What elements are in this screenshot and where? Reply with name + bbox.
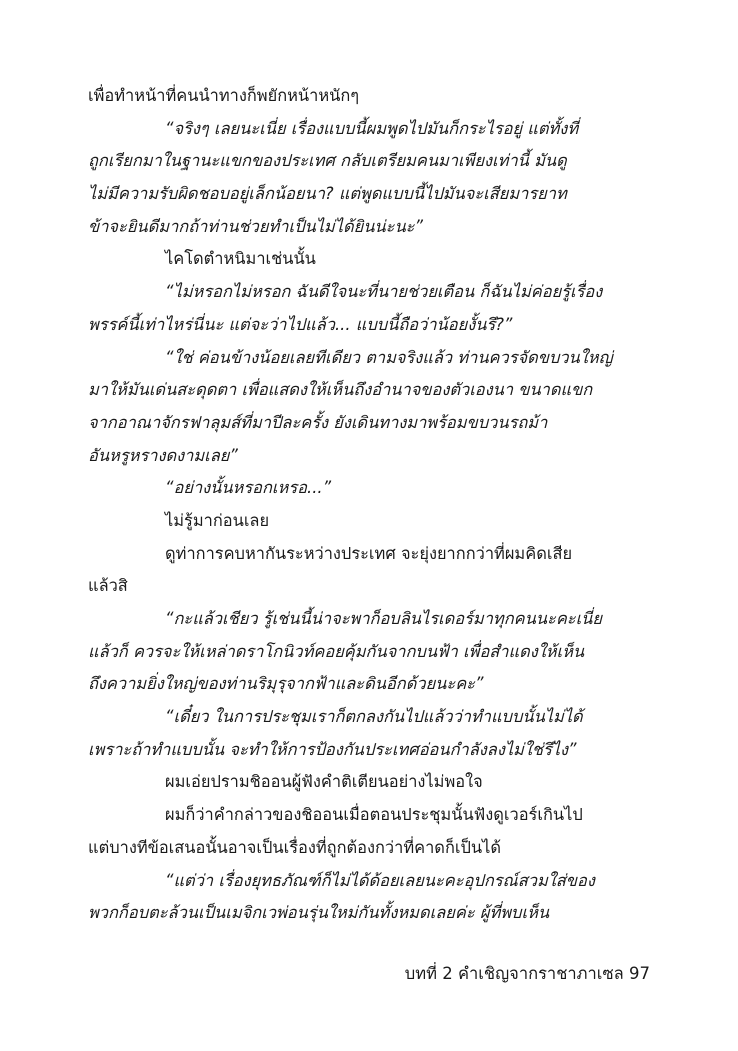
text-line: “ไม่หรอกไม่หรอก ฉันดีใจนะที่นายช่วยเตือน ก็ฉันไม่ค่อยรู้เรื่อง xyxy=(165,282,603,302)
text-line: มาให้มันเด่นสะดุดตา เพื่อแสดงให้เห็นถึงอำนาจของตัวเองนา ขนาดแขก xyxy=(88,380,593,400)
page-footer: บทที่ 2 คำเชิญจากราชาภาเซล 97 xyxy=(404,964,650,983)
text-line: ถึงความยิ่งใหญ่ของท่านริมุรุจากฟ้าและดินอีกด้วยนะคะ” xyxy=(88,674,484,694)
text-line: ข้าจะยินดีมากถ้าท่านช่วยทำเป็นไม่ได้ยินน่ะนะ” xyxy=(88,216,423,236)
text-line: ถูกเรียกมาในฐานะแขกของประเทศ กลับเตรียมคนมาเพียงเท่านี้ มันดู xyxy=(88,151,567,171)
text-line: ผมก็ว่าคำกล่าวของชิออนเมื่อตอนประชุมนั้นฟังดูเวอร์เกินไป xyxy=(165,805,583,825)
text-line: อันหรูหรางดงามเลย” xyxy=(88,445,238,465)
text-line: “อย่างนั้นหรอกเหรอ...” xyxy=(165,478,332,498)
text-line: ผมเอ่ยปรามชิออนผู้ฟังคำติเตียนอย่างไม่พอใจ xyxy=(165,772,483,792)
text-line: เพราะถ้าทำแบบนั้น จะทำให้การป้องกันประเทศอ่อนกำลังลงไม่ใช่รึไง” xyxy=(88,739,577,759)
text-line: พวกก็อบตะล้วนเป็นเมจิกเวพ่อนรุ่นใหม่กันทั้งหมดเลยค่ะ ผู้ที่พบเห็น xyxy=(88,903,550,923)
text-line: พรรค์นี้เท่าไหร่นี่นะ แต่จะว่าไปแล้ว... แบบนี้ถือว่าน้อยงั้นรึ?” xyxy=(88,314,513,334)
page-text-body xyxy=(88,80,653,930)
text-line: “กะแล้วเชียว รู้เช่นนี้น่าจะพาก็อบลินไรเดอร์มาทุกคนนะคะเนี่ย xyxy=(165,609,602,628)
text-line: ดูท่าการคบหากันระหว่างประเทศ จะยุ่งยากกว่าที่ผมคิดเสีย xyxy=(165,543,573,563)
text-line: แล้วสิ xyxy=(88,576,128,596)
text-line: “เดี๋ยว ในการประชุมเราก็ตกลงกันไปแล้วว่าทำแบบนั้นไม่ได้ xyxy=(165,707,583,727)
text-line: จากอาณาจักรฟาลุมส์ที่มาปีละครั้ง ยังเดินทางมาพร้อมขบวนรถม้า xyxy=(88,412,548,432)
text-line: แล้วก็ ควรจะให้เหล่าดราโกนิวท์คอยคุ้มกันจากบนฟ้า เพื่อสำแดงให้เห็น xyxy=(88,641,585,661)
text-line: แต่บางทีข้อเสนอนั้นอาจเป็นเรื่องที่ถูกต้องกว่าที่คาดก็เป็นได้ xyxy=(88,837,501,857)
text-line: “จริงๆ เลยนะเนี่ย เรื่องแบบนี้ผมพูดไปมันก็กระไรอยู่ แต่ทั้งที่ xyxy=(165,118,579,138)
text-line: เพื่อทำหน้าที่คนนำทางก็พยักหน้าหนักๆ xyxy=(88,86,360,105)
text-line: ไม่รู้มาก่อนเลย xyxy=(165,510,270,530)
text-line: ไม่มีความรับผิดชอบอยู่เล็กน้อยนา? แต่พูดแบบนี้ไปมันจะเสียมารยาท xyxy=(88,184,567,204)
text-line: ไคโดตำหนิมาเช่นนั้น xyxy=(165,249,316,269)
text-line: “แต่ว่า เรื่องยุทธภัณฑ์ก็ไม่ได้ด้อยเลยนะคะอุปกรณ์สวมใส่ของ xyxy=(165,870,595,890)
text-line: “ใช่ ค่อนข้างน้อยเลยทีเดียว ตามจริงแล้ว ท่านควรจัดขบวนใหญ่ xyxy=(165,347,613,367)
